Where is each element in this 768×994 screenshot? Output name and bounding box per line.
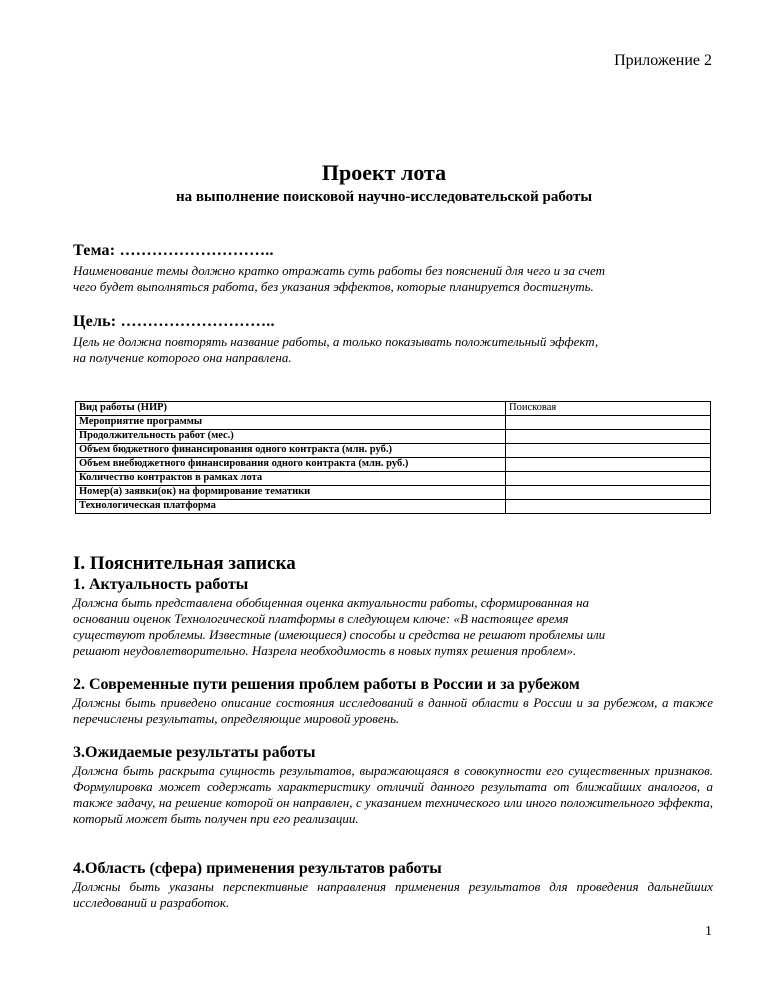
subsection-heading-expected-results: 3.Ожидаемые результаты работы <box>73 744 316 761</box>
topic-note-line-2: чего будет выполняться работа, без указания эффектов, которые планируется достигнуть. <box>73 279 594 294</box>
page-number: 1 <box>705 924 712 939</box>
topic-heading: Тема: ……………………….. <box>73 242 274 259</box>
table-cell-value <box>506 500 711 514</box>
lot-parameters-table <box>75 401 711 514</box>
table-cell-label: Мероприятие программы <box>76 416 506 430</box>
subsection-heading-modern-approaches: 2. Современные пути решения проблем работы в России и за рубежом <box>73 676 580 693</box>
table-cell-value <box>506 444 711 458</box>
table-row <box>76 458 711 472</box>
table-cell-value: Поисковая <box>506 402 711 416</box>
table-cell-value <box>506 416 711 430</box>
table-cell-value <box>506 486 711 500</box>
table-row <box>76 430 711 444</box>
table-cell-value <box>506 430 711 444</box>
table-row <box>76 500 711 514</box>
application-area-text: Должны быть указаны перспективные направления применения результатов для проведения дальнейших исследований и разработок. <box>73 879 713 910</box>
document-subtitle: на выполнение поисковой научно-исследовательской работы <box>175 189 593 205</box>
table-row <box>76 472 711 486</box>
table-row <box>76 402 711 416</box>
topic-note-line-1: Наименование темы должно кратко отражать суть работы без пояснений для чего и за счет <box>73 263 606 278</box>
table-row <box>76 486 711 500</box>
document-title: Проект лота <box>321 160 447 185</box>
table-row <box>76 416 711 430</box>
subsection-heading-relevance: 1. Актуальность работы <box>73 576 249 593</box>
table-cell-label: Номер(а) заявки(ок) на формирование тематики <box>76 486 506 500</box>
table-cell-label: Вид работы (НИР) <box>76 402 506 416</box>
table-cell-label: Объем внебюджетного финансирования одного контракта (млн. руб.) <box>76 458 506 472</box>
goal-note-line-1: Цель не должна повторять название работы, а только показывать положительный эффект, <box>73 334 599 349</box>
modern-approaches-text: Должны быть приведено описание состояния исследований в данной области в России и за рубежом, а также перечислены результаты, определяющие мировой уровень. <box>73 695 713 726</box>
goal-note-line-2: на получение которого она направлена. <box>73 350 292 365</box>
relevance-line-1: Должна быть представлена обобщенная оценка актуальности работы, сформированная на <box>73 595 590 610</box>
table-row <box>76 444 711 458</box>
expected-results-text: Должна быть раскрыта сущность результатов, выражающаяся в совокупности его существенных признаков. Формулировка может содержать характеристику отличий данного результата от ближайших аналогов, а также задачу, на решение которой он направлен, с указанием технического или иного положительного эффекта, который может быть получен при его реализации. <box>73 763 713 826</box>
appendix-label: Приложение 2 <box>614 52 712 69</box>
section-heading-explanatory-note: I. Пояснительная записка <box>73 553 296 574</box>
goal-heading: Цель: ……………………….. <box>73 313 275 330</box>
table-cell-label: Количество контрактов в рамках лота <box>76 472 506 486</box>
relevance-line-4: решают неудовлетворительно. Назрела необходимость в новых путях решения проблем». <box>73 643 577 658</box>
relevance-line-2: основании оценок Технологической платформы в следующем ключе: «В настоящее время <box>73 611 569 626</box>
table-cell-value <box>506 458 711 472</box>
relevance-line-3: существуют проблемы. Известные (имеющиеся) способы и средства не решают проблемы или <box>73 627 606 642</box>
table-cell-label: Продолжительность работ (мес.) <box>76 430 506 444</box>
table-cell-label: Технологическая платформа <box>76 500 506 514</box>
table-cell-value <box>506 472 711 486</box>
table-cell-label: Объем бюджетного финансирования одного контракта (млн. руб.) <box>76 444 506 458</box>
subsection-heading-application-area: 4.Область (сфера) применения результатов работы <box>73 860 442 877</box>
